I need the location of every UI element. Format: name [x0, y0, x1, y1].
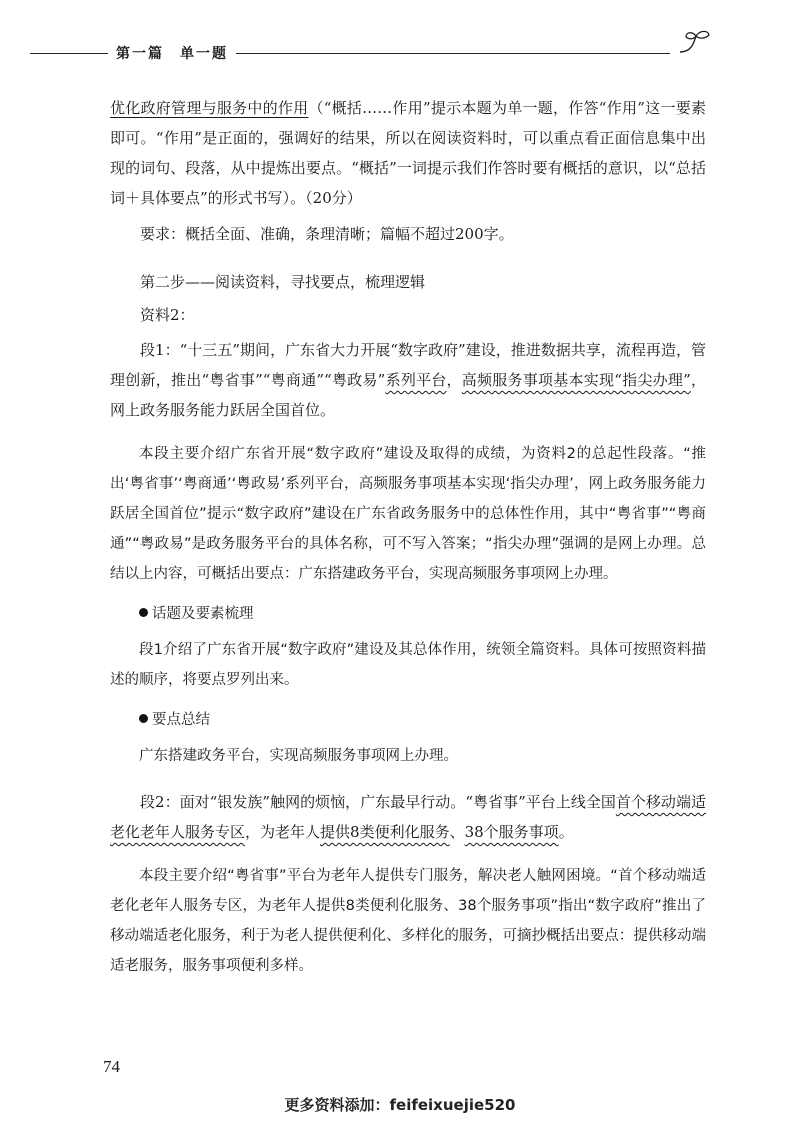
para2-text-c: ，为老年人	[245, 823, 321, 841]
para1-text-c: ，	[446, 371, 462, 389]
bullet-topic	[110, 599, 706, 629]
para1-text-e: ，网上政务服务能力跃居全国首位。	[110, 371, 706, 419]
para2-wavy-zone: 首个移动端适老化老年人服务专区	[110, 793, 706, 841]
requirement-text: 要求：概括全面、准确，条理清晰；篇幅不超过200字。	[140, 225, 514, 243]
para1-text-a: 段1：“十三五”期间，广东省大力开展“数字政府”建设，推进数据共享，流程再造，管理创新，推出“粤省事”“粤商通”“粤政易”	[110, 341, 706, 389]
analysis-paragraph-2: 段1介绍了广东省开展“数字政府”建设及其总体作用，统领全篇资料。具体可按照资料描述的顺序，将要点罗列出来。	[110, 642, 706, 688]
bullet-topic-label: 话题及要素梳理	[152, 606, 254, 622]
bullet-dot-icon	[139, 608, 148, 617]
bullet-summary	[110, 705, 706, 735]
intro-underlined: 优化政府管理与服务中的作用	[110, 99, 309, 117]
bullet-dot-icon	[139, 714, 148, 723]
step-two-heading: 第二步——阅读资料，寻找要点，梳理逻辑	[140, 273, 426, 291]
header-title: 第一篇 单一题	[108, 43, 236, 63]
analysis-paragraph-1: 本段主要介绍广东省开展“数字政府”建设及取得的成绩，为资料2的总起性段落。“推出‘粤省事’‘粤商通’‘粤政易’系列平台，高频服务事项基本实现‘指尖办理’，网上政务服务能力跃居全国首位”提示“数字政府”建设在广东省政务服务中的总体性作用，其中“粤省事”“粤商通”“粤政易”是政务服务平台的具体名称，可不写入答案；“指尖办理”强调的是网上办理。总结以上内容，可概括出要点：广东搭建政务平台，实现高频服务事项网上办理。	[110, 446, 706, 582]
para2-text-e: 、	[449, 823, 465, 841]
page-header	[0, 20, 800, 80]
sprout-icon	[672, 28, 720, 62]
para2-wavy-services: 提供8类便利化服务	[320, 823, 450, 841]
page-number: 74	[103, 1057, 120, 1076]
bullet-summary-label: 要点总结	[152, 712, 210, 728]
material-label: 资料2：	[140, 306, 195, 324]
material-paragraph-2	[110, 787, 706, 847]
para1-wavy-fingertip: 高频服务事项基本实现“指尖办理”	[461, 371, 691, 389]
intro-text: （“概括……作用”提示本题为单一题，作答“作用”这一要素即可。“作用”是正面的，强调好的结果，所以在阅读资料时，可以重点看正面信息集中出现的词句、段落，从中提炼出要点。“概括”一词提示我们作答时要有概括的意识，以“总括词＋具体要点”的形式书写）。（20分）	[110, 99, 706, 207]
page-body	[110, 93, 706, 991]
para1-wavy-series: 系列平台	[385, 371, 447, 389]
summary-text: 广东搭建政务平台，实现高频服务事项网上办理。	[139, 748, 458, 764]
intro-paragraph	[110, 93, 706, 213]
analysis-paragraph-3: 本段主要介绍“粤省事”平台为老年人提供专门服务，解决老人触网困境。“首个移动端适老化老年人服务专区，为老年人提供8类便利化服务、38个服务事项”指出“数字政府”推出了移动端适老化服务，利于为老人提供便利化、多样化的服务，可摘抄概括出要点：提供移动端适老服务，服务事项便利多样。	[110, 868, 706, 974]
para2-text-g: 。	[558, 823, 574, 841]
para2-text-a: 段2：面对“银发族”触网的烦恼，广东最早行动。“粤省事”平台上线全国	[140, 793, 616, 811]
para2-wavy-items: 38个服务事项	[464, 823, 559, 841]
footer-note: 更多资料添加：feifeixuejie520	[284, 1096, 516, 1114]
material-paragraph-1	[110, 335, 706, 425]
